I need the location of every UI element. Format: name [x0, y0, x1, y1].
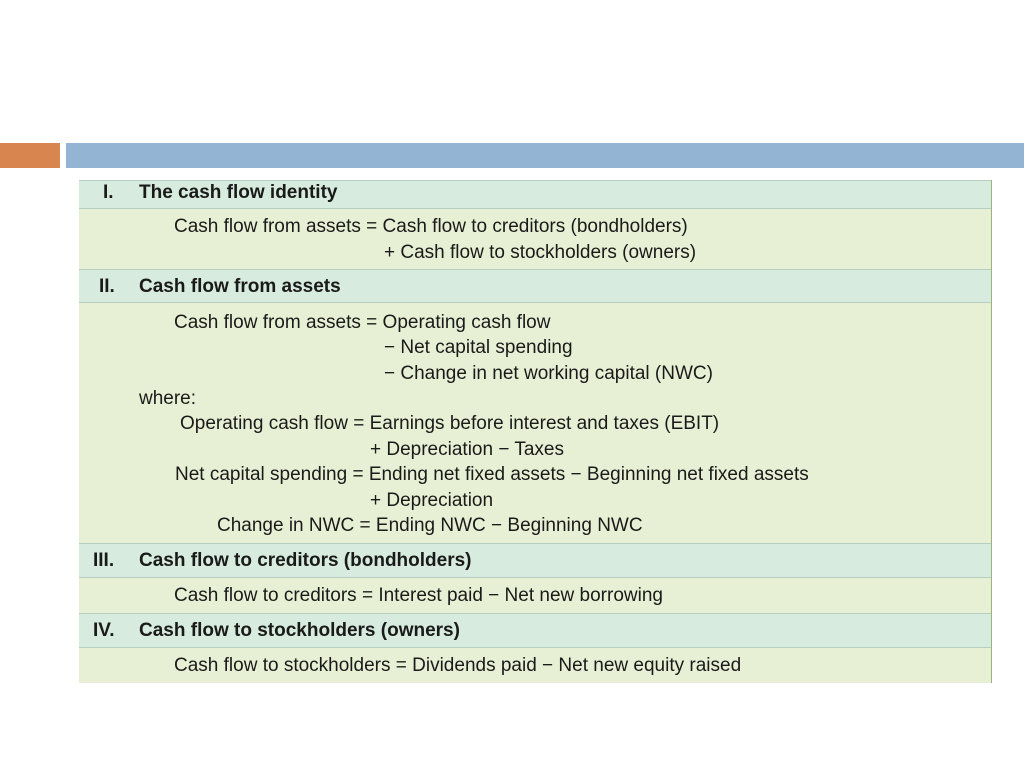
accent-bar-blue — [66, 143, 1024, 168]
operating-cash-flow-line-2: + Depreciation − Taxes — [370, 439, 564, 460]
stockholders-line: Cash flow to stockholders = Dividends paid − Net new equity raised — [174, 655, 742, 676]
net-capital-spending-line-2: + Depreciation — [370, 490, 494, 511]
section-numeral-1: I. — [103, 182, 114, 203]
assets-line-2: − Net capital spending — [384, 337, 573, 358]
net-capital-spending-line-1: Net capital spending = Ending net fixed assets − Beginning net fixed assets — [175, 464, 809, 485]
section-title-2: Cash flow from assets — [139, 276, 341, 297]
assets-line-3: − Change in net working capital (NWC) — [384, 363, 713, 384]
section-numeral-2: II. — [99, 276, 115, 297]
section-title-4: Cash flow to stockholders (owners) — [139, 620, 460, 641]
assets-line-1: Cash flow from assets = Operating cash flow — [174, 312, 551, 333]
where-label: where: — [139, 388, 197, 409]
cash-flow-summary-table — [79, 180, 992, 683]
accent-bar-orange — [0, 143, 60, 168]
creditors-line: Cash flow to creditors = Interest paid − Net new borrowing — [174, 585, 663, 606]
section-numeral-3: III. — [93, 550, 115, 571]
change-in-nwc-line: Change in NWC = Ending NWC − Beginning NWC — [217, 515, 643, 536]
section-title-3: Cash flow to creditors (bondholders) — [139, 550, 472, 571]
identity-line-1: Cash flow from assets = Cash flow to creditors (bondholders) — [174, 216, 688, 237]
identity-line-2: + Cash flow to stockholders (owners) — [384, 242, 697, 263]
operating-cash-flow-line-1: Operating cash flow = Earnings before interest and taxes (EBIT) — [180, 413, 720, 434]
section-title-1: The cash flow identity — [139, 182, 338, 203]
section-numeral-4: IV. — [93, 620, 115, 641]
